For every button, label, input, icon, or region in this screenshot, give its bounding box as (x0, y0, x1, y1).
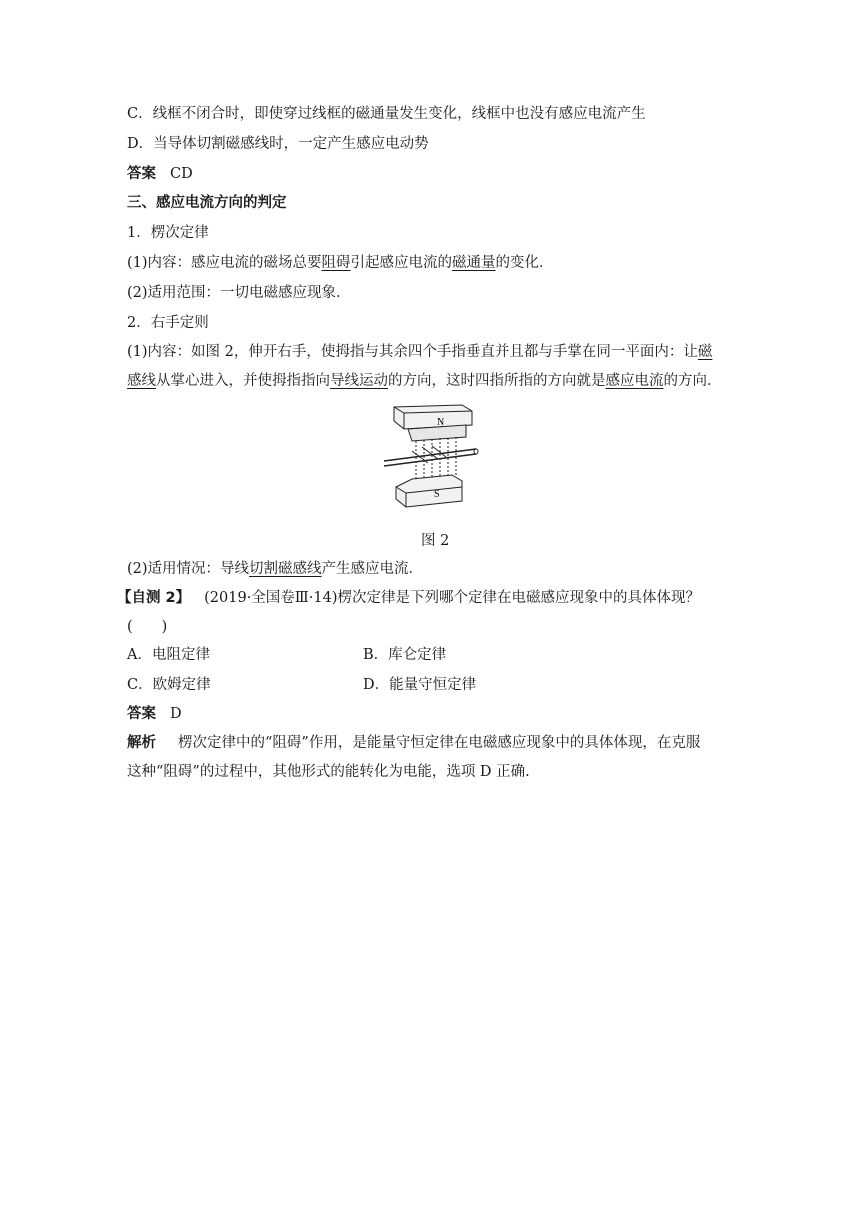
answer-2-value: D (170, 706, 182, 722)
answer-1-value: CD (170, 166, 193, 182)
self-test-paren: ( ) (127, 619, 168, 635)
answer-1-label: 答案 (127, 166, 156, 182)
choice-d: D．能量守恒定律 (363, 677, 477, 693)
rh-content-text: 的方向，这时四指所指的方向就是 (388, 373, 606, 389)
lenz-scope: (2)适用范围：一切电磁感应现象． (127, 285, 351, 301)
analysis-line2: 这种“阻碍”的过程中，其他形式的能转化为电能，选项 D 正确. (127, 764, 530, 780)
rh-content-text: 的方向． (663, 373, 722, 389)
lenz-content (127, 253, 554, 273)
item-1-title: 1．楞次定律 (127, 225, 209, 241)
lenz-keyword-hinder: 阻碍 (321, 255, 351, 271)
option-d: D．当导体切割磁感线时，一定产生感应电动势 (127, 136, 429, 152)
rh-use-text: (2)适用情况：导线 (127, 561, 250, 577)
answer-2 (127, 704, 182, 724)
answer-2-label: 答案 (127, 706, 156, 722)
rh-keyword-field-lines: 磁 (697, 344, 713, 360)
analysis-line1 (127, 733, 700, 753)
lenz-content-text: 的变化． (495, 255, 554, 271)
rh-keyword-motion: 导线运动 (330, 373, 388, 389)
self-test-label: 【自测 2】 (117, 590, 191, 606)
rh-keyword-field-lines: 感线 (127, 373, 156, 389)
self-test-question: (2019·全国卷Ⅲ·14)楞次定律是下列哪个定律在电磁感应现象中的具体体现？ (204, 590, 701, 606)
rh-use-text: 产生感应电流． (321, 561, 424, 577)
rh-keyword-current: 感应电流 (605, 373, 664, 389)
self-test-2 (117, 588, 700, 608)
rh-content-text: 从掌心进入，并使拇指指向 (156, 373, 330, 389)
rh-keyword-cutting: 切割磁感线 (249, 561, 322, 577)
option-c: C．线框不闭合时，即使穿过线框的磁通量发生变化，线框中也没有感应电流产生 (127, 106, 646, 122)
choice-b: B．库仑定律 (363, 647, 447, 663)
figure-2-caption: 图 2 (421, 533, 450, 549)
south-pole-label: S (434, 489, 440, 500)
rh-content-text: (1)内容：如图 2，伸开右手，使拇指与其余四个手指垂直并且都与手掌在同一平面内：让 (127, 344, 698, 360)
analysis-label: 解析 (127, 735, 156, 751)
section-3-title: 三、感应电流方向的判定 (127, 195, 287, 211)
lenz-content-text: (1)内容：感应电流的磁场总要 (127, 255, 322, 271)
figure-2-magnet-diagram (382, 403, 482, 515)
north-pole-label: N (437, 417, 445, 428)
analysis-text: 楞次定律中的“阻碍”作用，是能量守恒定律在电磁感应现象中的具体体现，在克服 (178, 735, 701, 751)
right-hand-content-line2 (127, 371, 722, 391)
choice-c: C．欧姆定律 (127, 677, 211, 693)
answer-1 (127, 164, 193, 184)
right-hand-content-line1 (127, 342, 712, 362)
choice-a: A．电阻定律 (127, 647, 210, 663)
lenz-keyword-flux: 磁通量 (452, 255, 496, 271)
magnet-illustration (382, 403, 482, 515)
right-hand-use (127, 559, 423, 579)
lenz-content-text: 引起感应电流的 (350, 255, 453, 271)
item-2-title: 2．右手定则 (127, 315, 209, 331)
